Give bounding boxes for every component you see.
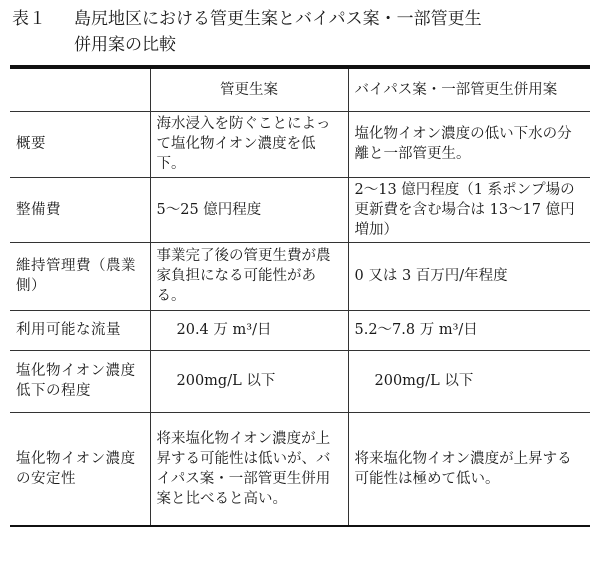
cell-bypass-overview: 塩化物イオン濃度の低い下水の分離と一部管更生。 <box>348 111 590 177</box>
table-row <box>10 310 590 350</box>
caption-title-line-1: 島尻地区における管更生案とバイパス案・一部管更生 <box>74 9 482 29</box>
cell-bypass-available-flow: 5.2～7.8 万 m³/日 <box>348 310 590 350</box>
cell-pipe-renewal-overview: 海水浸入を防ぐことによって塩化物イオン濃度を低下。 <box>150 111 348 177</box>
table-row <box>10 412 590 526</box>
row-label-chloride-reduction: 塩化物イオン濃度低下の程度 <box>10 350 150 412</box>
table-caption <box>12 6 592 58</box>
header-item-col <box>10 67 150 111</box>
comparison-table-wrapper <box>10 65 590 527</box>
header-pipe-renewal: 管更生案 <box>150 67 348 111</box>
table-row <box>10 111 590 177</box>
cell-pipe-renewal-chloride-reduction: 200mg/L 以下 <box>150 350 348 412</box>
row-label-available-flow: 利用可能な流量 <box>10 310 150 350</box>
cell-bypass-chloride-reduction: 200mg/L 以下 <box>348 350 590 412</box>
cell-pipe-renewal-available-flow: 20.4 万 m³/日 <box>150 310 348 350</box>
cell-pipe-renewal-chloride-stability: 将来塩化物イオン濃度が上昇する可能性は低いが、バイパス案・一部管更生併用案と比べると高い。 <box>150 412 348 526</box>
header-bypass: バイパス案・一部管更生併用案 <box>348 67 590 111</box>
row-label-overview: 概要 <box>10 111 150 177</box>
cell-pipe-renewal-construction-cost: 5～25 億円程度 <box>150 177 348 242</box>
row-label-construction-cost: 整備費 <box>10 177 150 242</box>
row-label-chloride-stability: 塩化物イオン濃度の安定性 <box>10 412 150 526</box>
comparison-table <box>10 65 590 527</box>
cell-bypass-chloride-stability: 将来塩化物イオン濃度が上昇する可能性は極めて低い。 <box>348 412 590 526</box>
cell-bypass-maintenance-cost: 0 又は 3 百万円/年程度 <box>348 242 590 310</box>
table-header-row <box>10 67 590 111</box>
caption-line-1 <box>12 6 592 32</box>
cell-pipe-renewal-maintenance-cost: 事業完了後の管更生費が農家負担になる可能性がある。 <box>150 242 348 310</box>
caption-label: 表１ <box>12 9 46 29</box>
row-label-maintenance-cost: 維持管理費（農業側） <box>10 242 150 310</box>
caption-title-line-2: 併用案の比較 <box>74 35 176 55</box>
table-row <box>10 177 590 242</box>
cell-bypass-construction-cost: 2～13 億円程度（1 系ポンプ場の更新費を含む場合は 13～17 億円増加） <box>348 177 590 242</box>
table-row <box>10 350 590 412</box>
table-row <box>10 242 590 310</box>
